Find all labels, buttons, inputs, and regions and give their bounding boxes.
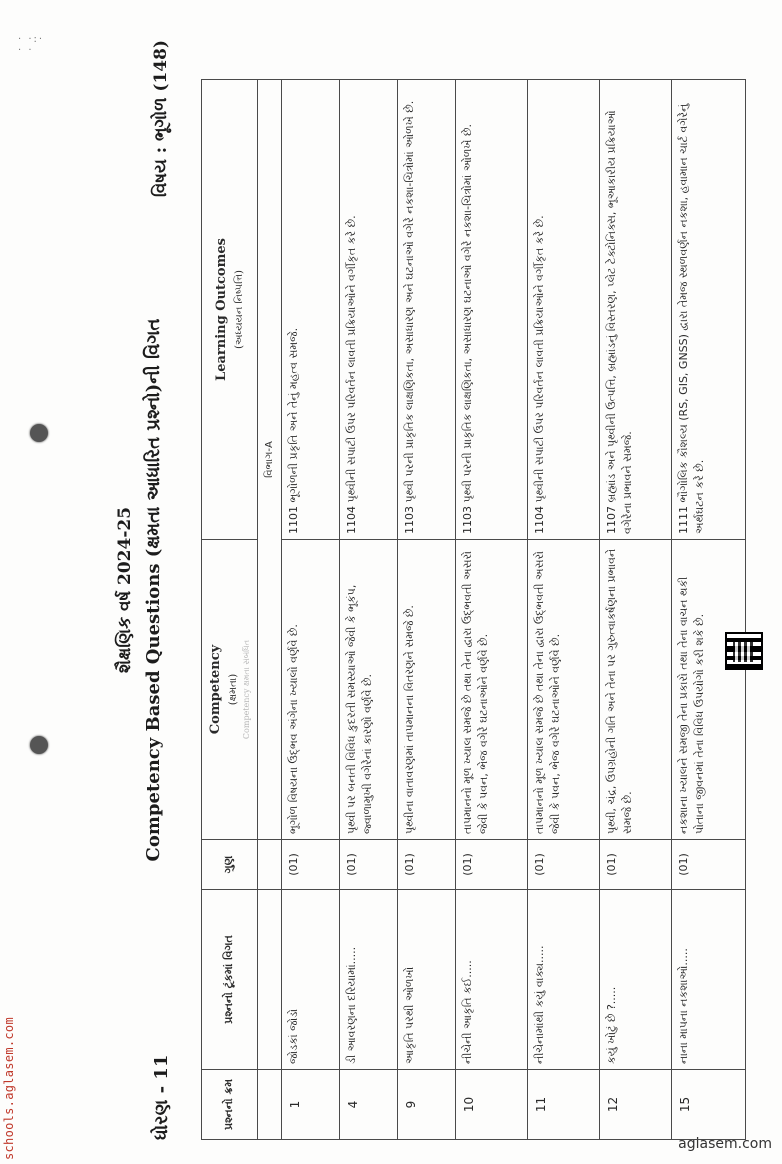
row-marks: (01)	[397, 840, 455, 890]
row-competency: તાપમાનનો મૂળ ખ્યાલ સમજે છે તથા તેના દ્વારા ઉદ્ભવતી અસરો જેવી કે પવન, ભેજ વગેરે ઘટનાઓને વર્ણવે છે.	[527, 540, 599, 840]
punch-hole-bottom	[30, 424, 48, 442]
row-type: ડી આવરણના દરિયામાં.....	[339, 890, 397, 1070]
row-outcome: 1111 ભૌગોલિક કૌશલ્ય (RS, GIS, GNSS) દ્વારા તેમજ સ્થળવર્ણન નકશા, હવામાન ચાર્ટ વગેરેનું અર્થઘટન કરે છે.	[671, 80, 745, 540]
row-type: નાના માપના નકશાઓ.....	[671, 890, 745, 1070]
footer-watermark: aglasem.com	[678, 1136, 772, 1152]
row-marks: (01)	[281, 840, 339, 890]
row-outcome: 1101 ભૂગોળની પ્રકૃતિ અને તેનું મહત્વ સમજે.	[281, 80, 339, 540]
academic-year: શૈક્ષણિક વર્ષ 2024-25	[115, 506, 135, 674]
table-row	[281, 80, 339, 1140]
row-qno: 15	[671, 1070, 745, 1140]
table-row	[527, 80, 599, 1140]
subject-label: વિષય : ભૂગોળ (148)	[151, 40, 171, 197]
competency-table	[201, 79, 746, 1140]
row-qno: 1	[281, 1070, 339, 1140]
outcomes-header-en: Learning Outcomes	[214, 238, 229, 381]
row-type: કયું ખોટું છે ?.....	[599, 890, 671, 1070]
row-competency: નકશાના ખ્યાલને સમજી તેના પ્રકારો તથા તેના વાચન થકી પોતાના જીવનમાં તેના વિવિધ ઉપયોગો કરી શકે છે.	[671, 540, 745, 840]
row-marks: (01)	[527, 840, 599, 890]
row-qno: 12	[599, 1070, 671, 1140]
row-competency: પૃથ્વી પર બનતી વિવિધ કુદરતી સમસ્યાઓ જેવી કે ભૂકંપ, જ્વાળામુખી વગેરેનાં કારણો વર્ણવે છે.	[339, 540, 397, 840]
row-marks: (01)	[455, 840, 527, 890]
row-competency: તાપમાનનો મૂળ ખ્યાલ સમજે છે તથા તેના દ્વારા ઉદ્ભવતી અસરો જેવી કે પવન, ભેજ વગેરે ઘટનાઓને વર્ણવે છે.	[455, 540, 527, 840]
row-qno: 10	[455, 1070, 527, 1140]
row-type: આકૃતિ પરથી ઓળખો	[397, 890, 455, 1070]
row-marks: (01)	[339, 840, 397, 890]
col-header-competency	[202, 540, 258, 840]
row-outcome: 1107 બ્રહ્માંડ અને પૃથ્વીની ઉત્પત્તિ, બ્રહ્માંડનું વિસ્તરણ, પ્લેટ ટેક્ટોનિક્સ, ભૂઆકારીય પ્રક્રિયાઓ વગેરેના પ્રભાવને સમજે.	[599, 80, 671, 540]
table-row	[455, 80, 527, 1140]
row-type: નીચેની આકૃતિ કઈ.....	[455, 890, 527, 1070]
col-header-type: પ્રશ્નનો ટૂંકમાં વિગત	[202, 890, 258, 1070]
page-title: Competency Based Questions (ક્ષમતા આધારિત પ્રશ્નો)ની વિગત	[143, 318, 164, 862]
standard-label: ધોરણ - 11	[151, 1054, 172, 1140]
row-outcome: 1103 પૃથ્વી પરની પ્રાકૃતિક લાક્ષણિકતા, અસાધારણ અને ઘટનાઓ વગેરે નકશા-ચિત્રોમાં ઓળખે છે.	[397, 80, 455, 540]
table-row	[339, 80, 397, 1140]
outcomes-header-gu: (અધ્યયન નિષ્પત્તિ)	[233, 270, 245, 349]
row-competency: પૃથ્વી, ચંદ્ર, ઉપગ્રહોની ગતિ અને તેના પર ગુરુત્વાકર્ષણના પ્રભાવને સમજે છે.	[599, 540, 671, 840]
row-qno: 11	[527, 1070, 599, 1140]
scan-specks: · ·:· · ·	[18, 34, 45, 56]
row-marks: (01)	[671, 840, 745, 890]
row-type: જોડકાં જોડો	[281, 890, 339, 1070]
competency-header-en: Competency	[208, 644, 223, 735]
row-qno: 4	[339, 1070, 397, 1140]
row-outcome: 1104 પૃથ્વીની સપાટી ઉપર પરિવર્તન લાવતી પ્રક્રિયાઓને વર્ગીકૃત કરે છે.	[339, 80, 397, 540]
qr-code	[725, 632, 763, 670]
section-row	[257, 80, 281, 1140]
row-competency: પૃથ્વીના વાતાવરણમાં તાપમાનના વિતરણને સમજે છે.	[397, 540, 455, 840]
row-marks: (01)	[599, 840, 671, 890]
row-type: નીચેનામાંથી કયું વાક્ય.....	[527, 890, 599, 1070]
punch-hole-top	[30, 736, 48, 754]
competency-header-gu: (ક્ષમતા)	[227, 673, 239, 706]
row-outcome: 1104 પૃથ્વીની સપાટી ઉપર પરિવર્તન લાવતી પ્રક્રિયાઓને વર્ગીકૃત કરે છે.	[527, 80, 599, 540]
table-row	[397, 80, 455, 1140]
section-label: વિભાગ-A	[257, 80, 281, 840]
competency-header-faded: Competency ક્ષમતા સંબંધિત	[241, 639, 251, 740]
row-competency: ભૂગોળ વિષયના ઉદ્ભવ અંગેના ખ્યાલો વર્ણવે છે.	[281, 540, 339, 840]
table-row	[599, 80, 671, 1140]
table-header-row	[202, 80, 258, 1140]
side-watermark: schools.aglasem.com	[2, 1017, 16, 1160]
col-header-marks: ગુણ	[202, 840, 258, 890]
col-header-outcomes	[202, 80, 258, 540]
table-row	[671, 80, 745, 1140]
rotated-sheet	[85, 40, 782, 1140]
row-outcome: 1103 પૃથ્વી પરની પ્રાકૃતિક લાક્ષણિકતા, અસાધારણ ઘટનાઓ વગેરે નકશા-ચિત્રોમાં ઓળખે છે.	[455, 80, 527, 540]
row-qno: 9	[397, 1070, 455, 1140]
col-header-qno: પ્રશ્નનો ક્રમ	[202, 1070, 258, 1140]
